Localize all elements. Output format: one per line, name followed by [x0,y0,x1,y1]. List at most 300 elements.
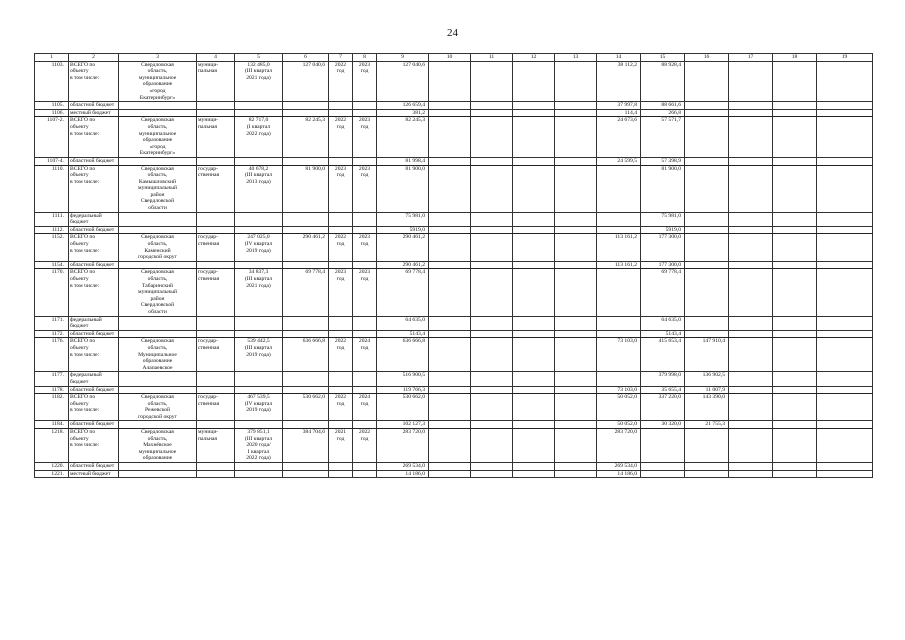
budget-table [34,53,873,478]
table-cell [817,394,873,421]
table-cell: 30 320,0 [641,421,685,429]
table-row [35,372,873,386]
table-cell [235,421,283,429]
table-cell [197,372,235,386]
table-cell [729,102,773,110]
table-cell: 1184. [35,421,69,429]
table-cell: 11 007,9 [685,386,729,394]
column-number: 1 [35,54,69,62]
table-cell: 2022 год [353,429,377,463]
table-cell [729,372,773,386]
table-cell: Свердловская область, Махнёвское муниципальное образование [119,429,197,463]
table-cell [513,102,555,110]
table-cell [817,234,873,261]
table-cell: 50 052,0 [597,421,641,429]
table-cell: федеральный бюджет [69,212,119,226]
table-cell [235,386,283,394]
table-cell [513,386,555,394]
table-cell [283,212,329,226]
table-cell [235,261,283,269]
table-cell: 290 461,2 [283,234,329,261]
table-cell: 415 653,4 [641,338,685,372]
table-cell: Свердловская область, Режевской городской округ [119,394,197,421]
table-row [35,316,873,330]
table-cell: 1107-4. [35,157,69,165]
table-cell [329,372,353,386]
table-cell: 143 390,0 [685,394,729,421]
table-cell: 1105. [35,102,69,110]
table-cell: муници- пальная [197,117,235,158]
table-cell: 21 755,3 [685,421,729,429]
table-cell: областной бюджет [69,421,119,429]
table-cell: 2023 год [329,269,353,316]
table-cell [773,463,817,471]
table-cell: 82 245,3 [283,117,329,158]
table-cell [773,372,817,386]
table-cell [555,269,597,316]
table-cell [555,261,597,269]
table-cell [729,386,773,394]
table-cell: местный бюджет [69,109,119,117]
table-cell [329,316,353,330]
table-cell: 1177. [35,372,69,386]
table-cell: 37 997,8 [597,102,641,110]
table-cell [513,234,555,261]
table-cell: 381,2 [377,109,429,117]
table-cell: ВСЕГО по объекту в том числе: [69,269,119,316]
table-cell [353,316,377,330]
table-cell: 2022 год [329,234,353,261]
table-cell [197,386,235,394]
table-cell [429,165,471,212]
table-cell [729,157,773,165]
table-cell [729,226,773,234]
table-cell [513,372,555,386]
column-number: 16 [685,54,729,62]
table-cell [685,261,729,269]
table-row [35,117,873,158]
table-cell [353,261,377,269]
table-cell [235,157,283,165]
table-cell [729,234,773,261]
table-cell [729,269,773,316]
table-cell: областной бюджет [69,102,119,110]
table-cell: 73 103,0 [597,338,641,372]
table-cell: 539 442,5 (III квартал 2019 года) [235,338,283,372]
table-cell [471,157,513,165]
table-cell [471,226,513,234]
table-cell [471,470,513,478]
table-cell [119,470,197,478]
column-number: 11 [471,54,513,62]
table-cell [353,421,377,429]
table-cell: 2023 год [353,234,377,261]
table-cell [329,157,353,165]
table-cell: 57 571,7 [641,117,685,158]
table-cell [235,330,283,338]
table-row [35,226,873,234]
table-cell: 114,4 [597,109,641,117]
table-cell: 1152. [35,234,69,261]
table-cell [729,421,773,429]
table-cell: 177 300,0 [641,261,685,269]
table-cell [555,421,597,429]
table-cell: 14 186,0 [377,470,429,478]
table-cell [513,269,555,316]
table-cell [685,470,729,478]
table-cell: 113 161,2 [597,261,641,269]
table-cell [513,429,555,463]
table-cell [817,226,873,234]
table-cell [329,109,353,117]
table-cell [197,109,235,117]
table-row [35,429,873,463]
column-number: 8 [353,54,377,62]
table-cell [685,165,729,212]
table-cell: 5919,0 [641,226,685,234]
table-cell [119,109,197,117]
table-cell [513,61,555,102]
table-cell [429,316,471,330]
table-cell [729,165,773,212]
table-cell: 24 673,6 [597,117,641,158]
table-cell: 1176. [35,338,69,372]
column-number: 4 [197,54,235,62]
table-cell [429,421,471,429]
table-cell [471,117,513,158]
table-cell [685,117,729,158]
table-cell [471,386,513,394]
table-cell: 24 599,5 [597,157,641,165]
table-cell: Свердловская область, муниципальное образование «город Екатеринбург» [119,61,197,102]
table-cell: 2023 год [353,269,377,316]
column-number: 18 [773,54,817,62]
page-number: 24 [447,27,458,39]
table-cell [197,212,235,226]
table-cell: областной бюджет [69,226,119,234]
table-cell [235,372,283,386]
table-cell: 127 040,6 [283,61,329,102]
table-cell [119,386,197,394]
table-cell [817,421,873,429]
column-number: 2 [69,54,119,62]
table-cell [429,386,471,394]
table-cell: местный бюджет [69,470,119,478]
table-cell [555,212,597,226]
column-number: 19 [817,54,873,62]
table-cell: 2024 год [353,338,377,372]
table-cell [555,429,597,463]
table-cell [283,330,329,338]
table-cell [513,470,555,478]
table-cell: областной бюджет [69,330,119,338]
table-cell: 69 778,4 [283,269,329,316]
table-cell [817,372,873,386]
table-cell [283,470,329,478]
column-number: 9 [377,54,429,62]
table-cell: 1220. [35,463,69,471]
table-cell [283,386,329,394]
table-cell: 73 103,0 [597,386,641,394]
table-cell [817,316,873,330]
table-cell [429,463,471,471]
table-cell: ВСЕГО по объекту в том числе: [69,165,119,212]
table-row [35,421,873,429]
table-cell: 64 635,0 [377,316,429,330]
table-cell [555,234,597,261]
table-row [35,157,873,165]
table-row [35,234,873,261]
table-cell: 75 981,0 [377,212,429,226]
table-cell [817,429,873,463]
table-cell: 266,8 [641,109,685,117]
table-cell [597,165,641,212]
table-cell: государ- ственная [197,338,235,372]
table-cell: 2023 год [329,165,353,212]
table-cell: 283 720,0 [597,429,641,463]
table-cell [513,394,555,421]
table-cell [119,261,197,269]
table-cell [329,261,353,269]
column-number: 17 [729,54,773,62]
table-cell [197,463,235,471]
column-number: 12 [513,54,555,62]
table-cell [773,212,817,226]
table-cell [429,330,471,338]
table-cell [119,463,197,471]
table-cell: 530 662,0 [283,394,329,421]
table-cell [817,102,873,110]
table-cell [353,372,377,386]
table-cell [429,117,471,158]
table-cell [773,165,817,212]
table-cell: 2021 год [329,429,353,463]
table-cell [235,226,283,234]
table-cell [429,470,471,478]
table-cell: 132 485,0 (III квартал 2021 года) [235,61,283,102]
table-cell: 40 678,2 (III квартал 2013 года) [235,165,283,212]
table-cell [471,338,513,372]
table-cell: Свердловская область, Камышловский муниципальный район Свердловской области [119,165,197,212]
table-cell: Свердловская область, Каменский городской округ [119,234,197,261]
table-cell [429,429,471,463]
table-cell [283,421,329,429]
table-cell [555,102,597,110]
table-cell: областной бюджет [69,463,119,471]
table-cell [685,316,729,330]
table-cell [685,463,729,471]
table-cell [119,102,197,110]
table-cell: 2023 год [353,117,377,158]
table-cell [119,316,197,330]
table-cell [555,470,597,478]
table-cell [471,429,513,463]
table-cell: ВСЕГО по объекту в том числе: [69,234,119,261]
table-cell [513,330,555,338]
table-cell [197,157,235,165]
table-cell [283,226,329,234]
table-cell: 2022 год [329,117,353,158]
column-number-row [35,54,873,62]
table-cell: 636 666,8 [283,338,329,372]
table-cell: 530 662,0 [377,394,429,421]
table-cell [817,117,873,158]
table-cell: 290 461,2 [377,234,429,261]
column-number: 5 [235,54,283,62]
table-cell [197,102,235,110]
table-cell: 1111. [35,212,69,226]
table-cell [513,316,555,330]
table-cell [429,102,471,110]
table-row [35,269,873,316]
table-cell [773,234,817,261]
table-cell [119,330,197,338]
table-cell [353,109,377,117]
table-cell [685,109,729,117]
table-cell [353,226,377,234]
table-cell [773,421,817,429]
table-cell [729,463,773,471]
table-cell [513,117,555,158]
table-cell: Свердловская область, Табаринский муниципальный район Свердловской области [119,269,197,316]
table-cell: 5143,4 [377,330,429,338]
table-cell [817,330,873,338]
table-cell [555,165,597,212]
table-row [35,102,873,110]
table-cell: 283 720,0 [377,429,429,463]
table-cell [197,316,235,330]
table-cell [513,421,555,429]
column-number: 15 [641,54,685,62]
table-cell: ВСЕГО по объекту в том числе: [69,61,119,102]
table-cell: 113 161,2 [597,234,641,261]
table-row [35,470,873,478]
table-cell [471,261,513,269]
table-cell [283,109,329,117]
table-cell [773,226,817,234]
table-cell [471,269,513,316]
table-cell [513,165,555,212]
table-cell [597,372,641,386]
table-cell: 81 998,4 [377,157,429,165]
table-cell: 82 717,0 (I квартал 2022 года) [235,117,283,158]
table-row [35,61,873,102]
table-cell [471,61,513,102]
table-row [35,338,873,372]
table-cell [773,470,817,478]
table-cell [729,316,773,330]
table-cell: 1172. [35,330,69,338]
table-cell: государ- ственная [197,165,235,212]
table-cell [817,261,873,269]
column-number: 13 [555,54,597,62]
table-cell [597,330,641,338]
table-cell [729,117,773,158]
table-cell [513,157,555,165]
table-cell: федеральный бюджет [69,372,119,386]
table-cell [685,429,729,463]
table-cell [817,269,873,316]
table-cell [641,463,685,471]
table-cell [817,165,873,212]
table-cell [283,372,329,386]
table-cell: 35 655,4 [641,386,685,394]
table-cell [773,338,817,372]
table-cell: 2022 год [329,394,353,421]
table-cell [329,102,353,110]
table-cell [429,109,471,117]
table-cell [555,226,597,234]
table-cell: 1106. [35,109,69,117]
table-cell [283,102,329,110]
table-cell [685,330,729,338]
table-cell [685,157,729,165]
table-cell [429,234,471,261]
table-cell [329,463,353,471]
table-cell: 81 900,0 [283,165,329,212]
table-cell: 81 900,0 [641,165,685,212]
table-cell: 1218. [35,429,69,463]
table-cell: 69 778,4 [641,269,685,316]
table-cell: Свердловская область, муниципальное образование «город Екатеринбург» [119,117,197,158]
table-cell [197,261,235,269]
table-row [35,212,873,226]
table-cell: 64 635,0 [641,316,685,330]
table-cell [817,61,873,102]
table-cell: 247 025,0 (IV квартал 2019 года) [235,234,283,261]
table-cell [555,463,597,471]
table-cell: 1178. [35,386,69,394]
table-cell [353,463,377,471]
table-cell [773,157,817,165]
table-cell [119,226,197,234]
table-cell: 88 928,4 [641,61,685,102]
table-cell [773,316,817,330]
table-cell [555,109,597,117]
table-cell [817,470,873,478]
table-cell: государ- ственная [197,394,235,421]
table-cell [513,212,555,226]
table-cell [329,421,353,429]
table-cell: ВСЕГО по объекту в том числе: [69,429,119,463]
table-cell [471,421,513,429]
table-cell [429,212,471,226]
table-cell [329,470,353,478]
table-cell [471,102,513,110]
table-cell [353,470,377,478]
table-cell: 384 704,6 [283,429,329,463]
table-cell [471,109,513,117]
table-cell: областной бюджет [69,386,119,394]
table-cell [729,330,773,338]
table-cell: областной бюджет [69,261,119,269]
table-cell [729,109,773,117]
table-cell [597,212,641,226]
table-cell: Свердловская область, Муниципальное образование Алапаевское [119,338,197,372]
table-cell [773,261,817,269]
table-cell [329,212,353,226]
table-cell [555,330,597,338]
table-cell: 1103. [35,61,69,102]
table-cell [471,316,513,330]
table-cell [119,157,197,165]
table-cell: 1107-2. [35,117,69,158]
table-cell: 269 534,0 [597,463,641,471]
table-cell [555,316,597,330]
table-cell [119,372,197,386]
table-cell: 102 127,3 [377,421,429,429]
table-cell [235,102,283,110]
